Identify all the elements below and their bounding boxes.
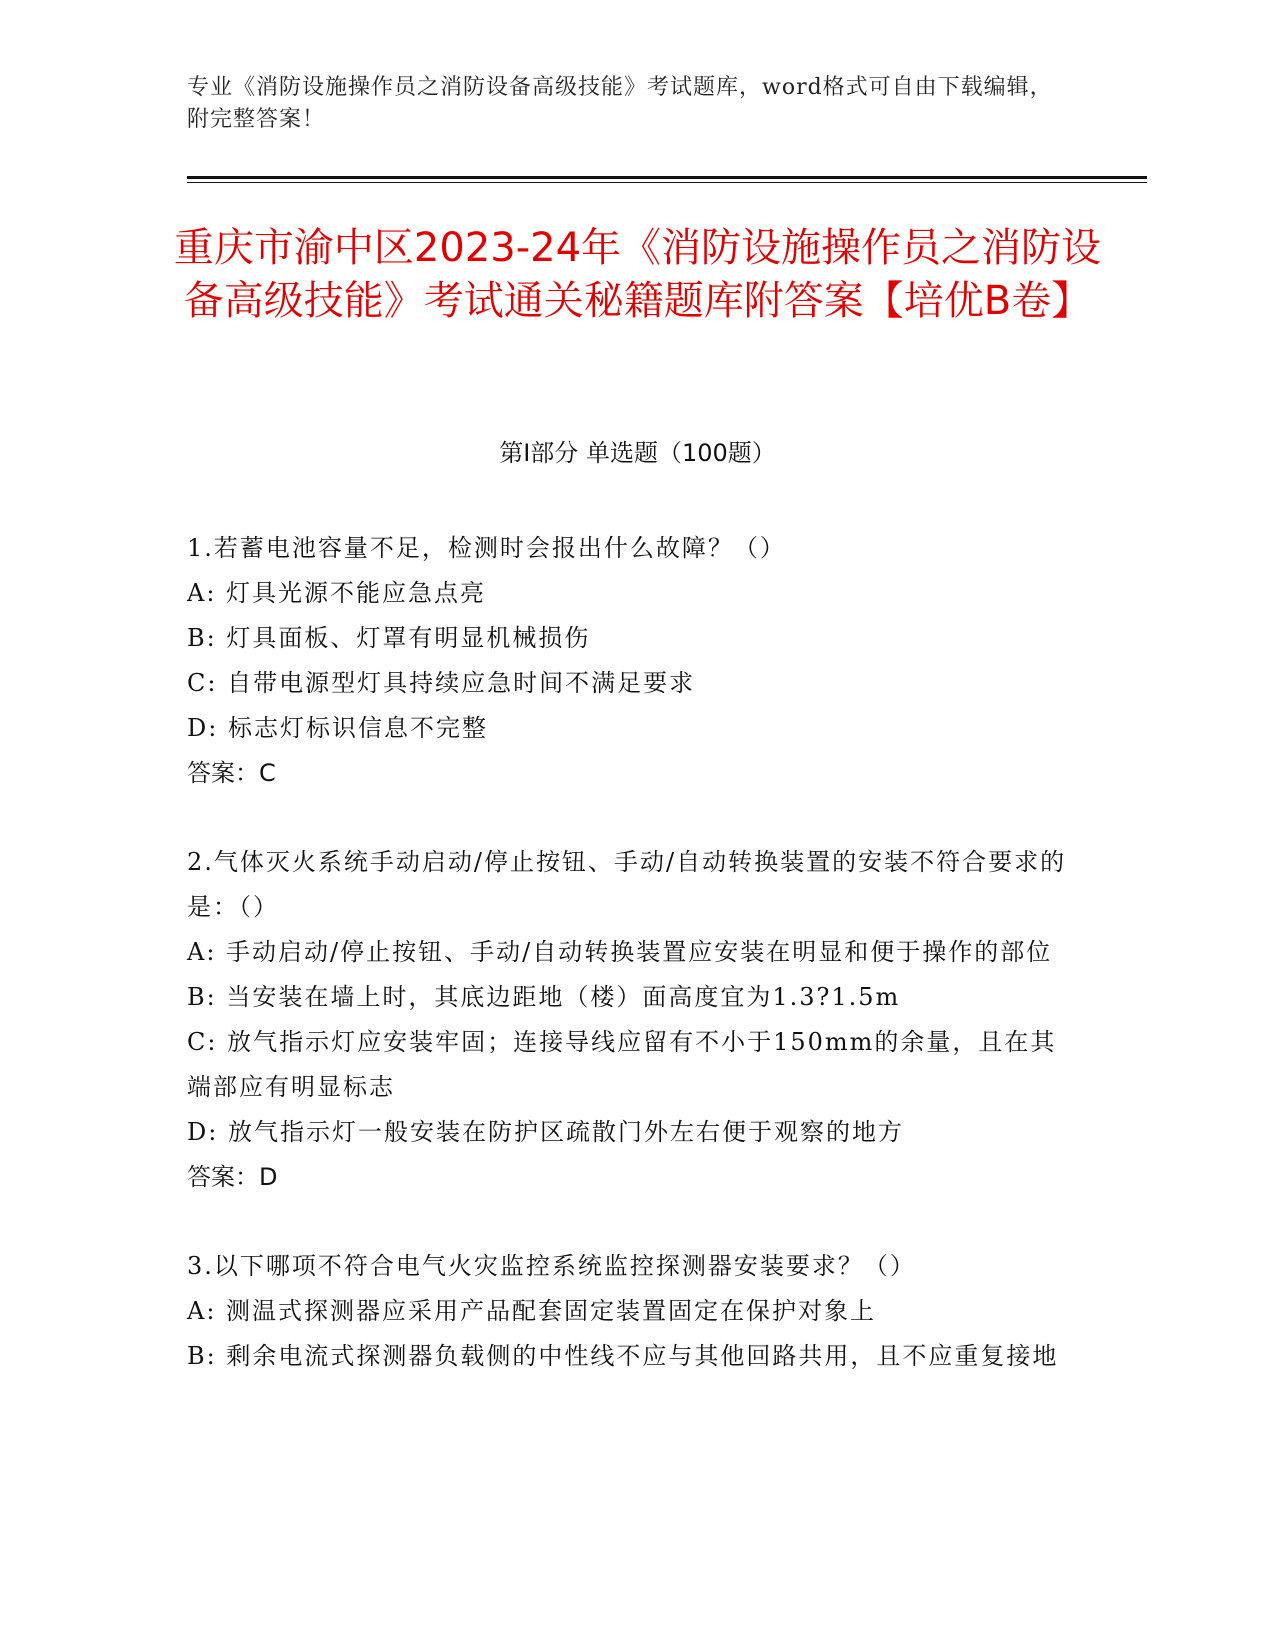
option-b: B: 当安装在墙上时，其底边距地（楼）面高度宜为1.3?1.5m xyxy=(187,983,901,1011)
option-c: C: 自带电源型灯具持续应急时间不满足要求 xyxy=(187,669,696,697)
answer-line: 答案：C xyxy=(187,759,276,787)
option-c: C: 放气指示灯应安装牢固；连接导线应留有不小于150mm的余量，且在其端部应有明显标志 xyxy=(187,1028,1057,1101)
option-d: D: 放气指示灯一般安装在防护区疏散门外左右便于观察的地方 xyxy=(187,1118,904,1146)
document-title: 重庆市渝中区2023-24年《消防设施操作员之消防设备高级技能》考试通关秘籍题库附答案【培优B卷】 xyxy=(173,225,1102,324)
answer-line: 答案：D xyxy=(187,1163,278,1191)
question-1 xyxy=(187,526,1067,796)
option-a: A: 手动启动/停止按钮、手动/自动转换装置应安装在明显和便于操作的部位 xyxy=(187,938,1053,966)
question-stem: 2.气体灭火系统手动启动/停止按钮、手动/自动转换装置的安装不符合要求的是：（） xyxy=(187,848,1067,921)
section-heading: 第Ⅰ部分 单选题（100题） xyxy=(499,439,776,467)
question-stem: 3.以下哪项不符合电气火灾监控系统监控探测器安装要求？（） xyxy=(187,1252,916,1280)
option-b: B: 剩余电流式探测器负载侧的中性线不应与其他回路共用，且不应重复接地 xyxy=(187,1342,1059,1370)
question-3 xyxy=(187,1244,1067,1379)
option-a: A: 测温式探测器应采用产品配套固定装置固定在保护对象上 xyxy=(187,1297,877,1325)
header-note: 专业《消防设施操作员之消防设备高级技能》考试题库，word格式可自由下载编辑，附完整答案！ xyxy=(187,75,1053,132)
header-divider-thin xyxy=(187,182,1147,183)
option-a: A: 灯具光源不能应急点亮 xyxy=(187,579,487,607)
option-d: D: 标志灯标识信息不完整 xyxy=(187,714,488,742)
question-list xyxy=(187,526,1067,1423)
option-b: B: 灯具面板、灯罩有明显机械损伤 xyxy=(187,624,591,652)
question-stem: 1.若蓄电池容量不足，检测时会报出什么故障？（） xyxy=(187,534,786,562)
header-divider-thick xyxy=(187,176,1147,179)
question-2 xyxy=(187,840,1067,1200)
